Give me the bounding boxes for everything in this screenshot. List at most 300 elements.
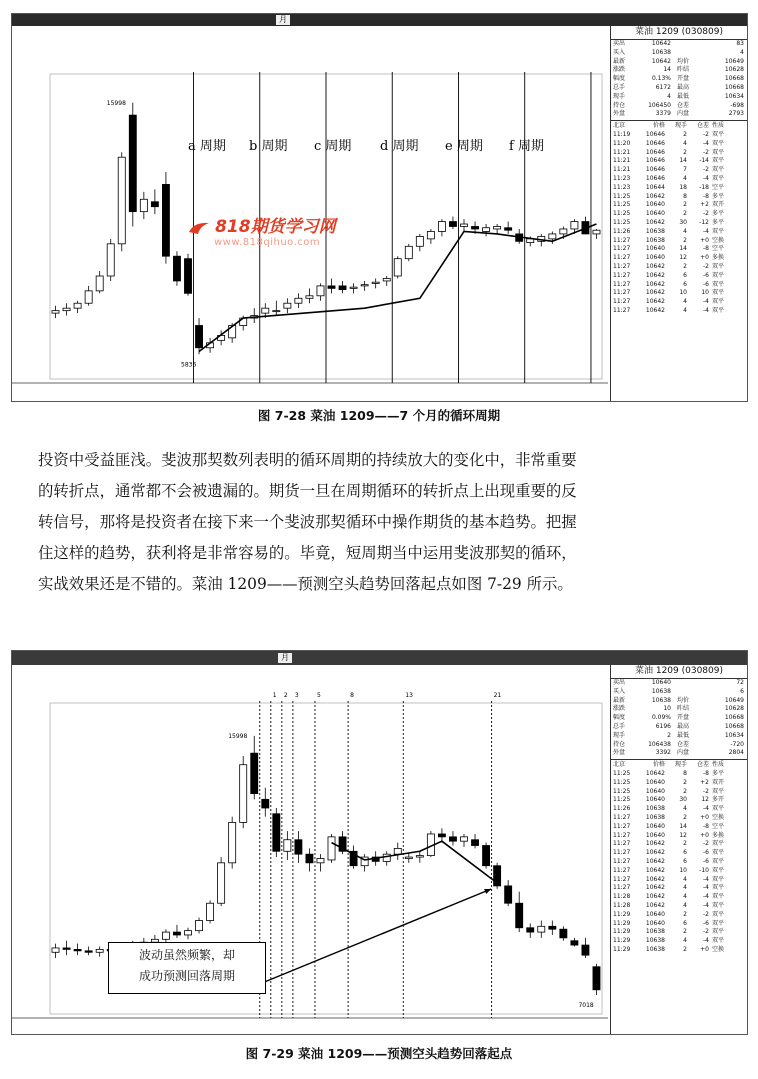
- tick-cell: 双平: [712, 849, 725, 857]
- period-label-f: f 周期: [509, 139, 544, 154]
- quote-cell: 3392: [655, 749, 671, 757]
- tick-cell: 10640: [645, 778, 665, 786]
- quote-row: [611, 688, 747, 697]
- quote-cell: 外盘: [613, 110, 626, 118]
- candle-body: [218, 863, 225, 903]
- tick-cell: 10638: [645, 805, 665, 813]
- candle-body: [74, 949, 81, 950]
- tick-cell: 6: [683, 857, 687, 865]
- tick-cell: 双平: [712, 174, 725, 182]
- tick-cell: -4: [703, 227, 709, 235]
- watermark-title: 818期货学习网: [215, 217, 336, 237]
- tick-cell: 14: [679, 157, 687, 165]
- tick-cell: 30: [679, 218, 687, 226]
- candle-body: [184, 259, 191, 294]
- tick-cell: 2: [683, 928, 687, 936]
- quote-cell: 幅度: [613, 714, 626, 722]
- quote-cell: 昨结: [677, 66, 690, 74]
- tick-cell: 10640: [645, 919, 665, 927]
- candle-body: [262, 308, 269, 313]
- tick-cell: 10644: [645, 183, 665, 191]
- tick-cell: -4: [703, 805, 709, 813]
- quote-cell: 外盘: [613, 749, 626, 757]
- candle-body: [96, 949, 103, 952]
- tick-cell: 11:25: [613, 218, 631, 226]
- tick-cell: 10646: [645, 130, 665, 138]
- tick-cell: 8: [683, 769, 687, 777]
- tick-cell: 10642: [645, 280, 665, 288]
- tick-cell: 2: [683, 840, 687, 848]
- watermark-logo-icon: [188, 220, 210, 236]
- candle-body: [383, 854, 390, 861]
- tick-cell: 4: [683, 893, 687, 901]
- quote-cell: 10640: [651, 679, 671, 686]
- fibonacci-day-label: 5: [316, 692, 321, 699]
- period-label-c: c 周期: [314, 139, 352, 154]
- callout-arrow-head: [484, 889, 491, 894]
- tick-cell: 空平: [712, 822, 725, 830]
- tick-cell: 空换: [712, 813, 725, 821]
- tick-cell: -4: [703, 893, 709, 901]
- tick-cell: 11:21: [613, 157, 631, 165]
- quote-cell: 10638: [651, 48, 671, 56]
- tick-cell: 11:25: [613, 769, 631, 777]
- tick-cell: -8: [703, 192, 709, 200]
- quote-cell: 最新: [613, 696, 626, 704]
- quote-cell: 0.09%: [651, 714, 671, 722]
- callout-line: 波动虽然频繁，却: [138, 948, 235, 962]
- quote-cell: 涨跌: [613, 66, 626, 74]
- tick-cell: 多平: [712, 218, 725, 226]
- tick-cell: -2: [703, 262, 709, 270]
- candle-body: [85, 291, 92, 303]
- tick-cell: 2: [683, 210, 687, 218]
- tick-row: [611, 928, 747, 937]
- candle-body: [560, 929, 567, 938]
- candle-body: [328, 837, 335, 860]
- tick-cell: -6: [703, 857, 709, 865]
- annotation-callout: [108, 942, 266, 994]
- tick-cell: +0: [700, 831, 709, 839]
- fibonacci-day-label: 1: [272, 692, 277, 699]
- tick-row: [611, 814, 747, 823]
- quote-cell: 2: [667, 731, 671, 739]
- tick-header-row: [611, 761, 747, 770]
- quote-row: [611, 679, 747, 688]
- tick-cell: -4: [703, 139, 709, 147]
- tick-row: [611, 210, 747, 219]
- tick-cell: 11:27: [613, 254, 631, 262]
- tick-cell: 4: [683, 937, 687, 945]
- quote-cell: 10668: [724, 714, 744, 722]
- candle-body: [295, 840, 302, 854]
- quote-cell: 仓差: [677, 101, 690, 109]
- tick-header-cell: 仓差: [696, 122, 709, 130]
- tick-cell: -10: [699, 866, 709, 874]
- tick-cell: -4: [703, 298, 709, 306]
- period-label-d: d 周期: [380, 139, 419, 154]
- tick-cell: 双平: [712, 306, 725, 314]
- tick-cell: 11:27: [613, 245, 631, 253]
- tick-header-cell: 价格: [652, 122, 665, 130]
- quote-cell: 均价: [677, 696, 690, 704]
- candle-body: [96, 276, 103, 291]
- quote-row: [611, 49, 747, 58]
- quote-panel-title: 菜油 1209 (030809): [611, 26, 747, 40]
- tick-cell: 7: [683, 166, 687, 174]
- tick-row: [611, 219, 747, 228]
- quote-cell: 72: [736, 679, 744, 686]
- tick-cell: 4: [683, 901, 687, 909]
- candle-body: [405, 246, 412, 258]
- tick-cell: 11:27: [613, 884, 631, 892]
- tick-cell: 双平: [712, 937, 725, 945]
- tick-cell: 10642: [645, 849, 665, 857]
- tick-cell: 10638: [645, 945, 665, 953]
- tick-cell: 双平: [712, 148, 725, 156]
- quote-cell: 10638: [651, 696, 671, 704]
- tick-cell: 10640: [645, 796, 665, 804]
- candle-body: [483, 846, 490, 866]
- tick-cell: 10642: [645, 893, 665, 901]
- tick-row: [611, 893, 747, 902]
- quote-cell: 内盘: [677, 110, 690, 118]
- tick-cell: 2: [683, 778, 687, 786]
- tick-cell: 双平: [712, 857, 725, 865]
- candle-body: [317, 286, 324, 296]
- period-label-b: b 周期: [249, 139, 288, 154]
- quote-cell: 83: [736, 40, 744, 47]
- quote-cell: 6196: [655, 722, 671, 730]
- tick-cell: 双平: [712, 840, 725, 848]
- figure-7-28-screenshot: [11, 13, 748, 402]
- tick-cell: 11:21: [613, 148, 631, 156]
- candle-body: [107, 244, 114, 276]
- candle-body: [196, 326, 203, 348]
- tick-row: [611, 884, 747, 893]
- tick-cell: 6: [683, 919, 687, 927]
- tick-cell: 4: [683, 805, 687, 813]
- tick-cell: 空换: [712, 236, 725, 244]
- tick-cell: 10638: [645, 236, 665, 244]
- tick-cell: +0: [700, 945, 709, 953]
- tick-header-row: [611, 122, 747, 131]
- quote-cell: 均价: [677, 57, 690, 65]
- candle-body: [173, 256, 180, 281]
- tick-cell: 2: [683, 262, 687, 270]
- quote-cell: 买入: [613, 687, 626, 695]
- candle-body: [560, 229, 567, 234]
- tick-cell: 双平: [712, 262, 725, 270]
- tick-cell: 10642: [645, 289, 665, 297]
- tick-cell: 双平: [712, 928, 725, 936]
- tick-cell: 2: [683, 130, 687, 138]
- quote-cell: 持仓: [613, 101, 626, 109]
- tick-cell: 11:28: [613, 901, 631, 909]
- tick-header-cell: 现手: [674, 122, 687, 130]
- quote-cell: 最低: [677, 92, 690, 100]
- tick-row: [611, 263, 747, 272]
- candle-body: [273, 311, 280, 312]
- tick-cell: 双平: [712, 130, 725, 138]
- tick-cell: -2: [703, 928, 709, 936]
- tick-row: [611, 902, 747, 911]
- tick-cell: -18: [699, 183, 709, 191]
- tick-row: [611, 770, 747, 779]
- quote-cell: 10638: [651, 687, 671, 695]
- quote-cell: 6172: [655, 83, 671, 91]
- quote-cell: 4: [740, 48, 744, 56]
- tick-cell: 11:27: [613, 831, 631, 839]
- quote-row: [611, 749, 747, 758]
- tick-cell: -4: [703, 901, 709, 909]
- tick-cell: 11:23: [613, 183, 631, 191]
- tick-cell: 6: [683, 271, 687, 279]
- tick-cell: 多开: [712, 796, 725, 804]
- quote-panel: [610, 26, 747, 401]
- quote-cell: [671, 49, 703, 58]
- tick-cell: 11:21: [613, 166, 631, 174]
- tick-cell: 4: [683, 884, 687, 892]
- quote-row: [611, 93, 747, 102]
- tick-cell: 11:25: [613, 796, 631, 804]
- tick-row: [611, 788, 747, 797]
- tick-table: [611, 761, 747, 955]
- tick-cell: 10640: [645, 787, 665, 795]
- tick-cell: 10642: [645, 866, 665, 874]
- tick-row: [611, 779, 747, 788]
- tick-row: [611, 307, 747, 316]
- tick-cell: 双开: [712, 201, 725, 209]
- candle-body: [472, 227, 479, 229]
- tick-cell: 10640: [645, 910, 665, 918]
- candle-body: [306, 854, 313, 863]
- tick-cell: 双平: [712, 280, 725, 288]
- quote-panel: [610, 665, 747, 1034]
- tick-cell: 2: [683, 813, 687, 821]
- quote-cell: 最新: [613, 57, 626, 65]
- tick-cell: 多平: [712, 210, 725, 218]
- tick-cell: 10642: [645, 840, 665, 848]
- tick-cell: 11:27: [613, 289, 631, 297]
- tick-cell: 10646: [645, 148, 665, 156]
- candle-body: [549, 234, 556, 239]
- low-price-label: 7018: [578, 1002, 594, 1010]
- quote-row: [611, 75, 747, 84]
- candle-body: [394, 259, 401, 276]
- candle-body: [162, 184, 169, 256]
- candle-body: [394, 848, 401, 854]
- quote-cell: 总手: [613, 83, 626, 91]
- tick-cell: -12: [699, 218, 709, 226]
- quote-cell: 涨跌: [613, 705, 626, 713]
- candle-body: [207, 903, 214, 920]
- candle-body: [593, 967, 600, 990]
- tick-cell: 2: [683, 201, 687, 209]
- tick-cell: 10642: [645, 271, 665, 279]
- tick-header-cell: 北京: [613, 761, 626, 769]
- window-title-bar: [12, 14, 747, 26]
- quote-cell: 106450: [648, 101, 671, 109]
- tick-cell: -4: [703, 884, 709, 892]
- quote-cell: 内盘: [677, 749, 690, 757]
- tick-row: [611, 131, 747, 140]
- figure-caption-7-28: 图 7-28 菜油 1209——7 个月的循环周期: [257, 408, 501, 423]
- candle-body: [361, 285, 368, 286]
- tick-cell: 10646: [645, 166, 665, 174]
- quote-cell: 最低: [677, 731, 690, 739]
- tick-cell: -8: [703, 822, 709, 830]
- tick-row: [611, 272, 747, 281]
- tick-cell: 11:27: [613, 306, 631, 314]
- tick-cell: 4: [683, 227, 687, 235]
- tick-cell: 14: [679, 245, 687, 253]
- quote-cell: 2804: [728, 749, 744, 757]
- period-tab[interactable]: 月: [276, 15, 290, 25]
- quote-cell: 昨结: [677, 705, 690, 713]
- candle-body: [427, 231, 434, 238]
- quote-cell: 10634: [724, 731, 744, 739]
- tick-cell: 10646: [645, 157, 665, 165]
- tick-row: [611, 920, 747, 929]
- candle-body: [505, 886, 512, 903]
- candle-body: [460, 837, 467, 841]
- tick-cell: -2: [703, 910, 709, 918]
- tick-header-cell: 北京: [613, 122, 626, 130]
- tick-row: [611, 175, 747, 184]
- tick-row: [611, 245, 747, 254]
- tick-cell: 10638: [645, 227, 665, 235]
- tick-cell: 双平: [712, 166, 725, 174]
- tick-row: [611, 193, 747, 202]
- candle-body: [317, 859, 324, 863]
- candle-body: [405, 857, 412, 858]
- tick-cell: 双平: [712, 298, 725, 306]
- tick-cell: 8: [683, 192, 687, 200]
- candle-body: [151, 202, 158, 207]
- tick-cell: -2: [703, 210, 709, 218]
- quote-cell: 仓差: [677, 740, 690, 748]
- quote-cell: 10628: [724, 705, 744, 713]
- tick-cell: 11:29: [613, 945, 631, 953]
- candle-body: [571, 222, 578, 229]
- tick-cell: -4: [703, 174, 709, 182]
- tick-cell: -6: [703, 280, 709, 288]
- tick-cell: 10640: [645, 822, 665, 830]
- body-line: 转信号，那将是投资者在接下来一个斐波那契循环中操作期货的基本趋势。把握: [38, 513, 577, 531]
- tick-cell: 11:27: [613, 236, 631, 244]
- quote-cell: 10649: [724, 696, 744, 704]
- quote-cell: 10668: [724, 75, 744, 83]
- quote-cell: 3379: [655, 110, 671, 118]
- tick-cell: 10640: [645, 245, 665, 253]
- tick-row: [611, 166, 747, 175]
- tick-cell: 双平: [712, 227, 725, 235]
- tick-cell: 2: [683, 910, 687, 918]
- tick-cell: -4: [703, 937, 709, 945]
- quote-cell: 4: [667, 92, 671, 100]
- tick-cell: -6: [703, 919, 709, 927]
- tick-header-cell: 性质: [712, 122, 725, 130]
- tick-cell: 11:27: [613, 840, 631, 848]
- tick-cell: 11:20: [613, 139, 631, 147]
- fibonacci-day-label: 2: [283, 692, 288, 699]
- candle-body: [438, 834, 445, 837]
- tick-cell: 10: [679, 866, 687, 874]
- tick-cell: 11:25: [613, 201, 631, 209]
- candle-body: [339, 286, 346, 290]
- tick-row: [611, 254, 747, 263]
- body-line: 住这样的趋势，获利将是非常容易的。毕竟，短周期当中运用斐波那契的循环，: [38, 544, 577, 562]
- tick-cell: -6: [703, 271, 709, 279]
- tick-row: [611, 149, 747, 158]
- tick-cell: 11:27: [613, 822, 631, 830]
- candle-body: [284, 303, 291, 308]
- tick-header-cell: 价格: [652, 761, 665, 769]
- quote-cell: [671, 40, 703, 49]
- tick-cell: 11:25: [613, 192, 631, 200]
- tick-cell: -6: [703, 849, 709, 857]
- quote-cell: 0.13%: [651, 75, 671, 83]
- candle-body: [306, 296, 313, 298]
- tick-cell: +0: [700, 254, 709, 262]
- tick-cell: 4: [683, 306, 687, 314]
- tick-cell: 11:19: [613, 130, 631, 138]
- tick-cell: 10642: [645, 262, 665, 270]
- quote-cell: 106438: [648, 740, 671, 748]
- candle-body: [350, 287, 357, 288]
- tick-cell: 11:27: [613, 857, 631, 865]
- body-line: 实战效果还是不错的。菜油 1209——预测空头趋势回落起点如图 7-29 所示。: [38, 575, 573, 593]
- tick-row: [611, 876, 747, 885]
- tick-cell: 4: [683, 174, 687, 182]
- tick-table: [611, 122, 747, 316]
- tick-cell: 双平: [712, 805, 725, 813]
- tick-cell: 12: [679, 254, 687, 262]
- tick-cell: 10642: [645, 298, 665, 306]
- quote-cell: 卖出: [613, 40, 626, 47]
- tick-cell: -8: [703, 769, 709, 777]
- chart-header-text: 菜油 1209(030809): [15, 32, 72, 39]
- candle-body: [516, 903, 523, 928]
- candle-body: [173, 932, 180, 935]
- quote-cell: 幅度: [613, 75, 626, 83]
- tick-cell: -4: [703, 875, 709, 883]
- tick-cell: 12: [701, 796, 709, 804]
- candle-body: [527, 928, 534, 932]
- high-price-label: 15998: [106, 99, 126, 107]
- period-tab[interactable]: 月: [278, 653, 292, 663]
- tick-cell: 4: [683, 875, 687, 883]
- quote-row: [611, 732, 747, 741]
- candle-body: [52, 311, 59, 313]
- fibonacci-day-label: 13: [405, 692, 413, 699]
- tick-cell: 10640: [645, 210, 665, 218]
- tick-cell: 10642: [645, 884, 665, 892]
- tick-cell: +2: [700, 778, 709, 786]
- candle-body: [63, 308, 70, 310]
- candle-body: [416, 856, 423, 857]
- candle-body: [483, 228, 490, 232]
- tick-cell: 11:27: [613, 271, 631, 279]
- candle-body: [162, 932, 169, 939]
- tick-cell: 双平: [712, 884, 725, 892]
- tick-cell: 10642: [645, 857, 665, 865]
- tick-cell: 10642: [645, 875, 665, 883]
- quote-cell: 10668: [724, 722, 744, 730]
- tick-cell: +2: [700, 201, 709, 209]
- quote-row: [611, 66, 747, 75]
